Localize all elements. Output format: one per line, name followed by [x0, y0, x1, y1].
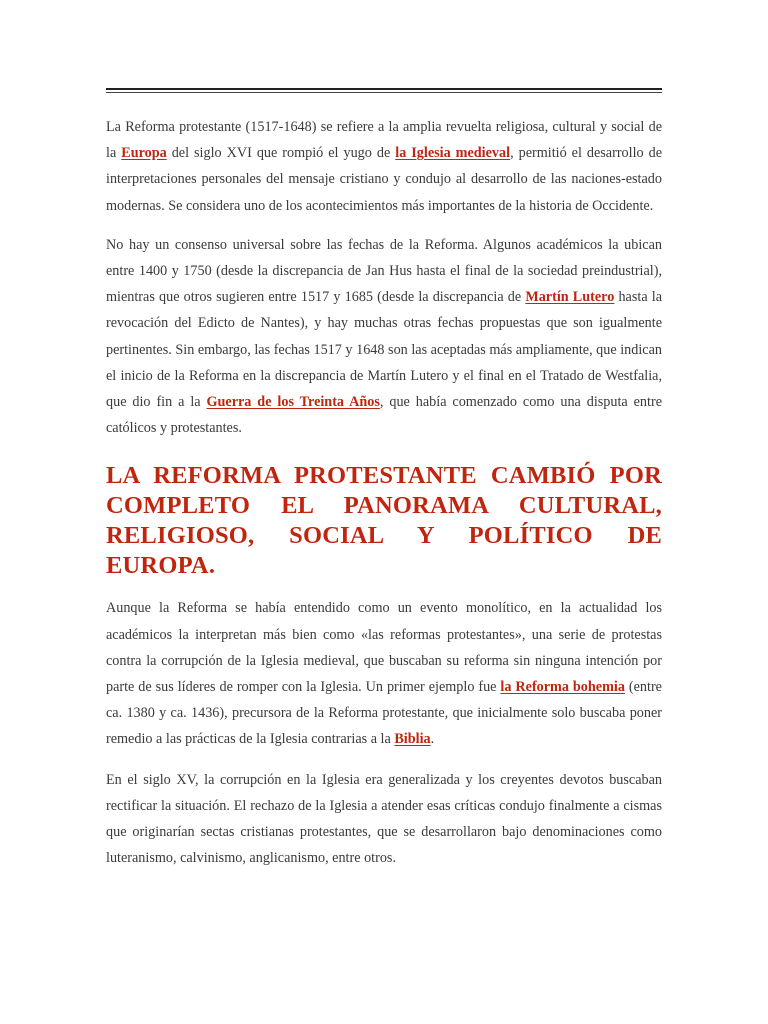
- link-martin-lutero[interactable]: Martín Lutero: [525, 289, 615, 306]
- section-heading: LA REFORMA PROTESTANTE CAMBIÓ POR COMPLETO EL PANORAMA CULTURAL, RELIGIOSO, SOCIAL Y POLÍTICO DE EUROPA.: [106, 462, 662, 580]
- article-body: [106, 114, 662, 871]
- paragraph-text: No hay un consenso universal sobre las fechas de la Reforma. Algunos académicos la ubican entre 1400 y 1750 (desde la discrepancia de Jan Hus hasta el final de la sociedad preindustrial), mientras que otros sugieren entre 1517 y 1685 (desde la discrepancia de: [106, 236, 662, 306]
- top-divider: [106, 88, 662, 90]
- paragraph-text: La Reforma protestante (1517-1648) se refiere a la amplia revuelta religiosa, cultural y social de la: [106, 119, 662, 162]
- paragraph-text: Aunque la Reforma se había entendido como un evento monolítico, en la actualidad los académicos la interpretan más bien como «las reformas protestantes», una serie de protestas contra la corrupción de la Iglesia medieval, que buscaban su reforma sin ninguna intención por parte de sus líderes de romper con la Iglesia. Un primer ejemplo fue: [106, 600, 662, 696]
- paragraph-dates: [106, 232, 662, 442]
- paragraph-reformas: [106, 595, 662, 752]
- paragraph-text: , permitió el desarrollo de interpretaciones personales del mensaje cristiano y condujo al desarrollo de las naciones-estado modernas. Se considera uno de los acontecimientos más importantes de la historia de Occidente.: [106, 145, 662, 214]
- paragraph-siglo-xv: En el siglo XV, la corrupción en la Iglesia era generalizada y los creyentes devotos buscaban rectificar la situación. El rechazo de la Iglesia a atender esas críticas condujo finalmente a cismas que originarían sectas cristianas protestantes, que se desarrollaron bajo denominaciones como luteranismo, calvinismo, anglicanismo, entre otros.: [106, 771, 662, 867]
- paragraph-text: , que había comenzado como una disputa entre católicos y protestantes.: [106, 394, 662, 437]
- top-divider-thin: [106, 92, 662, 93]
- link-iglesia-medieval[interactable]: la Iglesia medieval: [395, 145, 511, 162]
- link-europa[interactable]: Europa: [121, 145, 167, 162]
- paragraph-text: hasta la revocación del Edicto de Nantes), y hay muchas otras fechas propuestas que son igualmente pertinentes. Sin embargo, las fechas 1517 y 1648 son las aceptadas más ampliamente, que indican el inicio de la Reforma en la discrepancia de Martín Lutero y el final en el Tratado de Westfalia, que dio fin a la: [106, 289, 662, 411]
- link-guerra-treinta-anos[interactable]: Guerra de los Treinta Años: [206, 394, 380, 411]
- paragraph-text: .: [430, 731, 435, 748]
- paragraph-intro: [106, 114, 662, 219]
- link-biblia[interactable]: Biblia: [394, 731, 431, 748]
- paragraph-text: (entre ca. 1380 y ca. 1436), precursora de la Reforma protestante, que inicialmente solo buscaba poner remedio a las prácticas de la Iglesia contrarias a la: [106, 679, 662, 748]
- link-reforma-bohemia[interactable]: la Reforma bohemia: [500, 679, 625, 696]
- paragraph-text: del siglo XVI que rompió el yugo de: [166, 145, 396, 162]
